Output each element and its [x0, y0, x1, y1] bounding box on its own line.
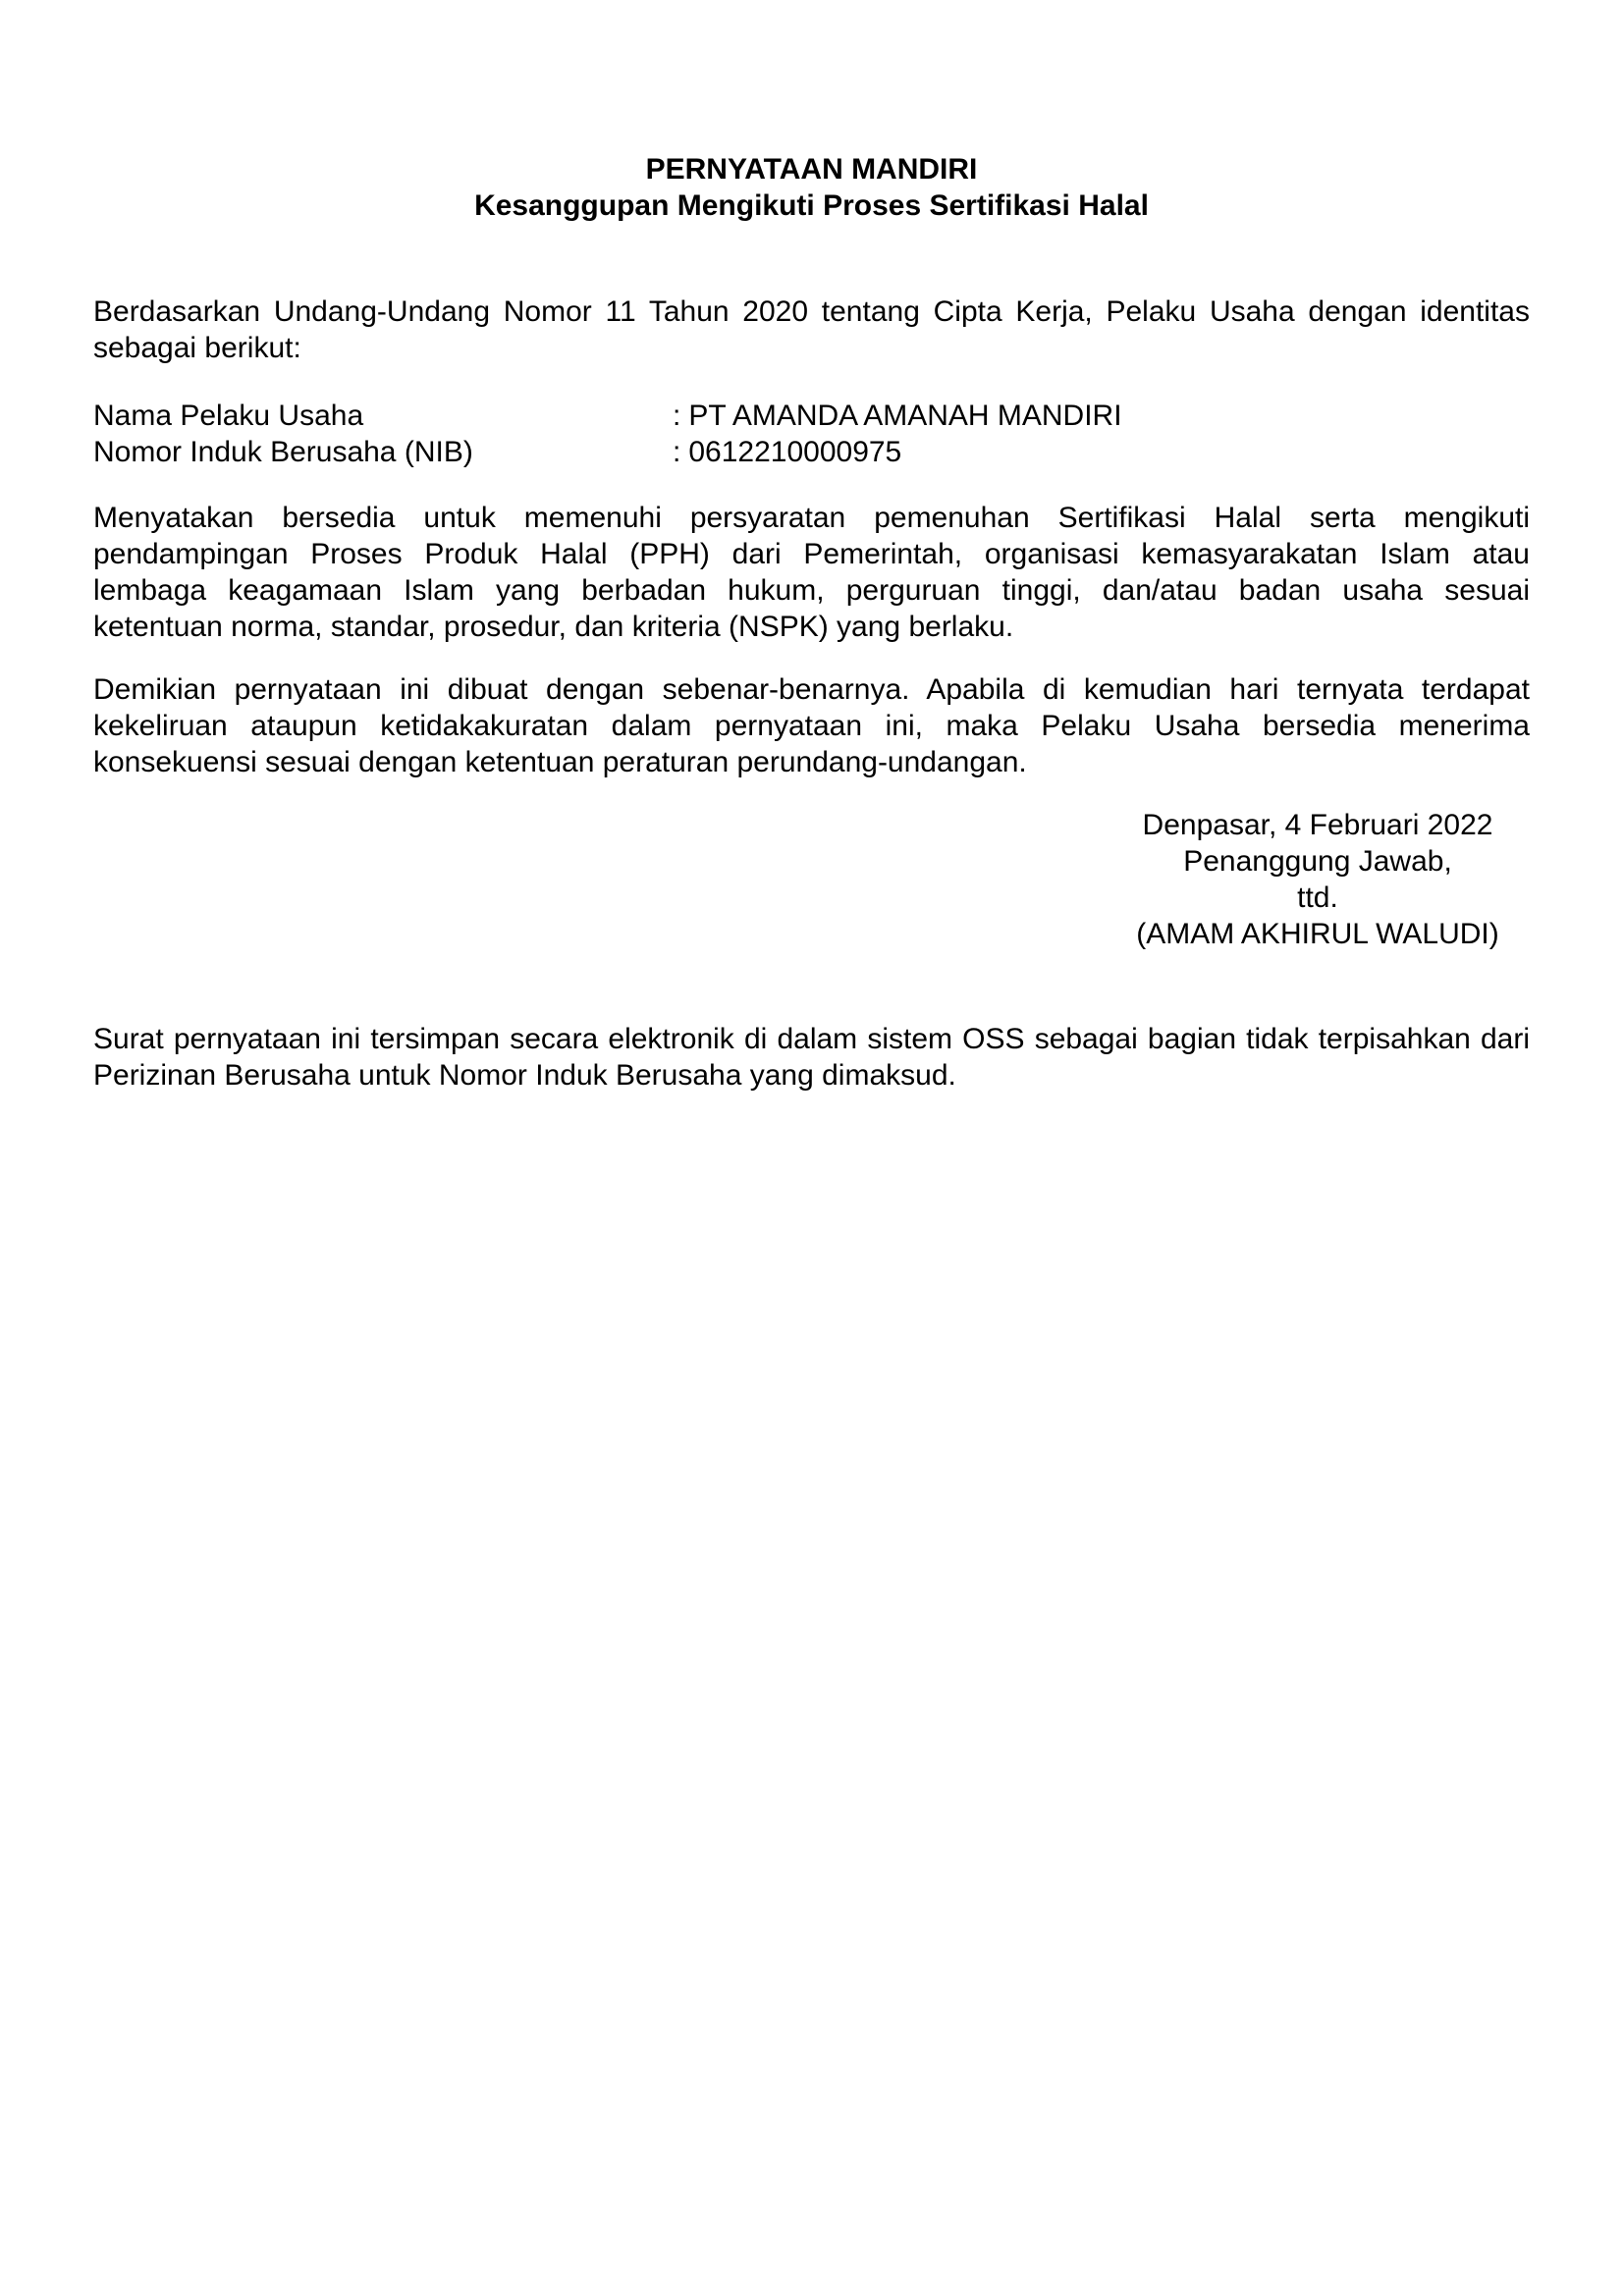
intro-paragraph: [93, 294, 1530, 366]
paragraph-line: sebagai berikut:: [93, 332, 301, 364]
field-label-nama: Nama Pelaku Usaha: [93, 400, 364, 432]
paragraph-line: Berdasarkan Undang-Undang Nomor 11 Tahun 2020 tentang Cipta Kerja, Pelaku Usaha dengan identitas: [93, 295, 1530, 328]
signature-ttd: ttd.: [1297, 881, 1338, 914]
signature-place-date: Denpasar, 4 Februari 2022: [1142, 809, 1493, 841]
paragraph-line: Surat pernyataan ini tersimpan secara elektronik di dalam sistem OSS sebagai bagian tidak terpisahkan dari: [93, 1023, 1530, 1055]
signature-name: (AMAM AKHIRUL WALUDI): [1136, 918, 1499, 950]
identity-section: [93, 398, 1530, 470]
field-separator: :: [673, 400, 681, 432]
paragraph-line: Perizinan Berusaha untuk Nomor Induk Berusaha yang dimaksud.: [93, 1059, 956, 1092]
field-label-nib: Nomor Induk Berusaha (NIB): [93, 436, 473, 468]
field-value-nib: 0612210000975: [688, 436, 902, 468]
field-separator: :: [673, 436, 681, 468]
signature-block: [1106, 807, 1530, 952]
footer-note: [93, 1021, 1530, 1094]
statement-paragraph: [93, 500, 1530, 645]
paragraph-line: ketentuan norma, standar, prosedur, dan kriteria (NSPK) yang berlaku.: [93, 611, 1014, 643]
paragraph-line: lembaga keagamaan Islam yang berbadan hukum, perguruan tinggi, dan/atau badan usaha sesuai: [93, 574, 1530, 607]
document-title: [93, 151, 1530, 224]
identity-row-nama: [93, 398, 1530, 434]
title-line-2: Kesanggupan Mengikuti Proses Sertifikasi Halal: [474, 189, 1149, 222]
field-value-nama: PT AMANDA AMANAH MANDIRI: [688, 400, 1122, 432]
paragraph-line: pendampingan Proses Produk Halal (PPH) dari Pemerintah, organisasi kemasyarakatan Islam atau: [93, 538, 1530, 570]
title-line-1: PERNYATAAN MANDIRI: [645, 153, 978, 186]
paragraph-line: Menyatakan bersedia untuk memenuhi persyaratan pemenuhan Sertifikasi Halal serta mengikuti: [93, 502, 1530, 534]
paragraph-line: kekeliruan ataupun ketidakakuratan dalam pernyataan ini, maka Pelaku Usaha bersedia menerima: [93, 710, 1530, 742]
paragraph-line: konsekuensi sesuai dengan ketentuan peraturan perundang-undangan.: [93, 746, 1027, 778]
closing-paragraph: [93, 671, 1530, 780]
paragraph-line: Demikian pernyataan ini dibuat dengan sebenar-benarnya. Apabila di kemudian hari ternyata terdapat: [93, 673, 1530, 706]
signature-role: Penanggung Jawab,: [1183, 845, 1452, 878]
identity-row-nib: [93, 434, 1530, 470]
